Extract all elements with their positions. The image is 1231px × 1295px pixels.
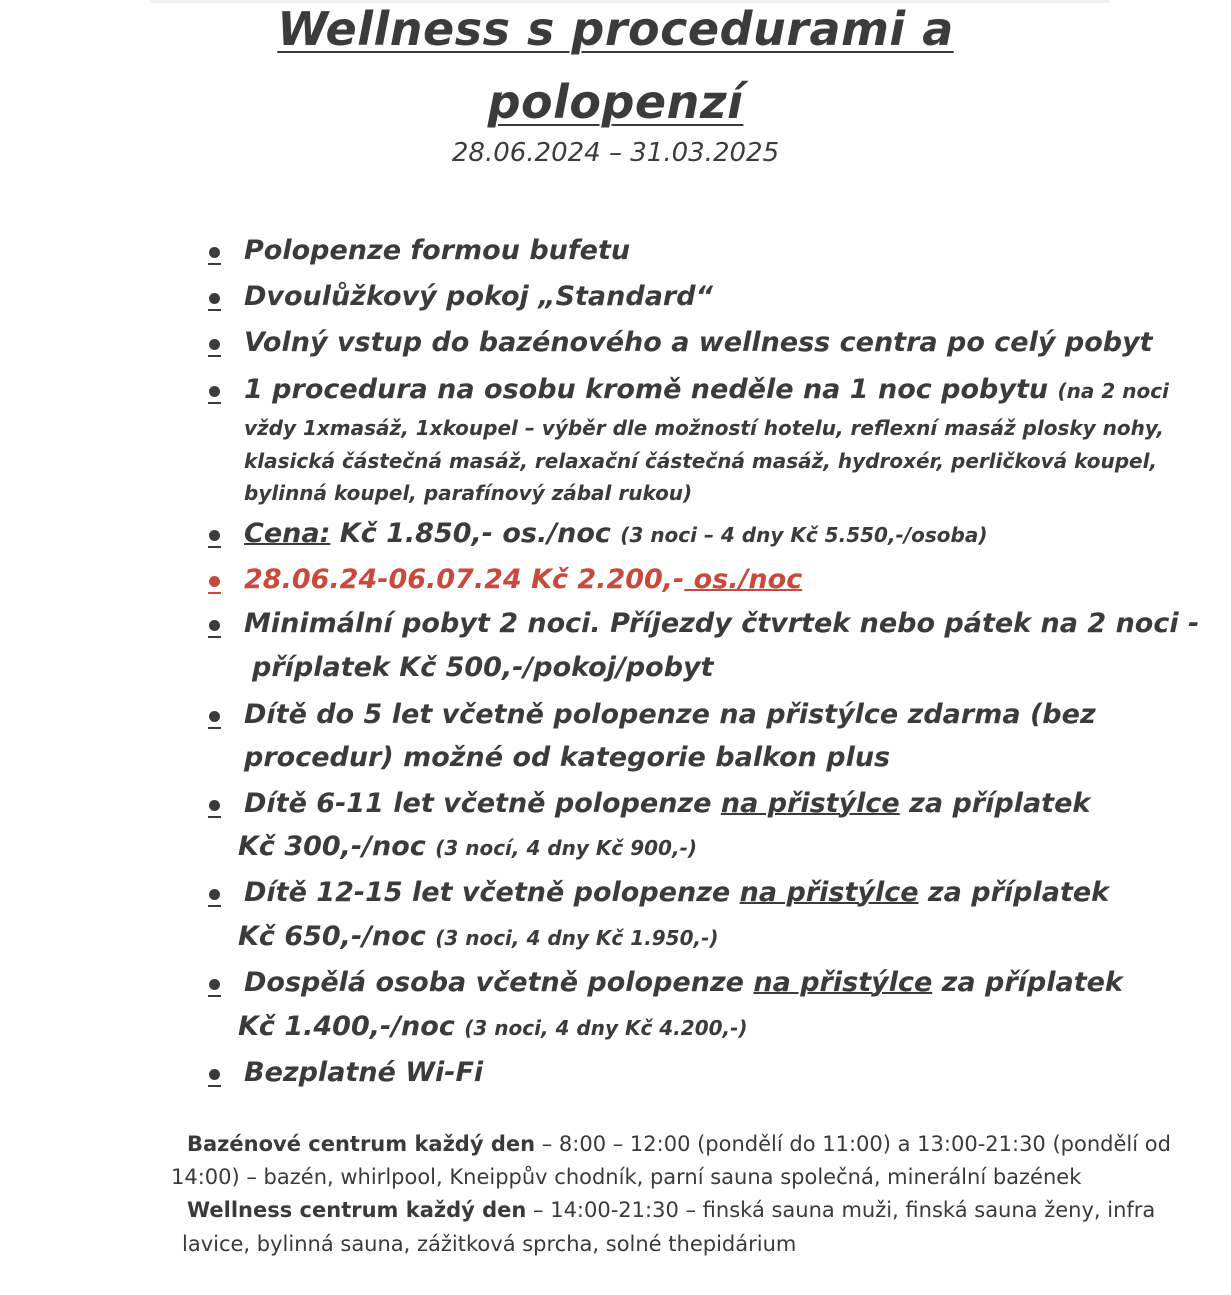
- item-child-12-15: [244, 877, 1109, 908]
- page-title: Wellness s procedurami a: [277, 2, 954, 56]
- bullet-icon: [209, 800, 220, 811]
- child-6-11-price: Kč 300,-/noc: [238, 831, 426, 862]
- procedure-note-line: bylinná koupel, parafínový zábal rukou): [244, 481, 693, 505]
- bullet-icon: [209, 576, 220, 587]
- item-child-under5: Dítě do 5 let včetně polopenze na přistýlce zdarma (bez: [244, 699, 1096, 730]
- wellness-label: Wellness centrum každý den: [187, 1198, 527, 1222]
- item-room: Dvoulůžkový pokoj „Standard“: [244, 281, 713, 312]
- item-procedure: [244, 374, 1169, 405]
- special-price-unit: os./noc: [684, 564, 803, 595]
- adult-pre: Dospělá osoba včetně polopenze: [244, 967, 754, 998]
- item-adult-extra-bed: [244, 967, 1123, 998]
- procedure-note-line: klasická částečná masáž, relaxační částečná masáž, hydroxér, perličková koupel,: [244, 449, 1158, 473]
- child-12-15-price: Kč 650,-/noc: [238, 921, 426, 952]
- special-price-text: 28.06.24-06.07.24 Kč 2.200,-: [244, 564, 685, 595]
- item-price: [244, 518, 987, 549]
- date-range: 28.06.2024 – 31.03.2025: [451, 138, 780, 168]
- adult-price-line: [238, 1011, 748, 1042]
- price-note: (3 noci – 4 dny Kč 5.550,-/osoba): [620, 523, 988, 547]
- adult-extra-bed: na přistýlce: [753, 967, 933, 998]
- item-procedure-note: (na 2 noci: [1057, 379, 1169, 403]
- bullet-icon: [209, 889, 220, 900]
- child-6-11-price-line: [238, 831, 697, 862]
- child-12-15-note: (3 noci, 4 dny Kč 1.950,-): [435, 926, 719, 950]
- child-6-11-extra-bed: na přistýlce: [720, 788, 900, 819]
- item-min-stay-line2: příplatek Kč 500,-/pokoj/pobyt: [252, 652, 714, 683]
- price-value: Kč 1.850,- os./noc: [339, 518, 611, 549]
- pool-hours-line2: 14:00) – bazén, whirlpool, Kneippův chodník, parní sauna společná, minerální bazének: [171, 1165, 1082, 1189]
- price-label: Cena:: [244, 518, 331, 549]
- pool-hours: [187, 1132, 1171, 1156]
- child-6-11-pre: Dítě 6-11 let včetně polopenze: [244, 788, 721, 819]
- bullet-icon: [209, 1069, 220, 1080]
- bullet-icon: [209, 530, 220, 541]
- bullet-icon: [209, 247, 220, 258]
- adult-price: Kč 1.400,-/noc: [238, 1011, 455, 1042]
- child-12-15-price-line: [238, 921, 719, 952]
- child-12-15-extra-bed: na přistýlce: [739, 877, 919, 908]
- page-title-line2: polopenzí: [487, 75, 744, 129]
- child-12-15-pre: Dítě 12-15 let včetně polopenze: [244, 877, 740, 908]
- item-child-6-11: [244, 788, 1090, 819]
- item-half-board: Polopenze formou bufetu: [244, 235, 631, 266]
- item-child-under5-line2: procedur) možné od kategorie balkon plus: [244, 742, 891, 773]
- bullet-icon: [209, 386, 220, 397]
- procedure-note-line: vždy 1xmasáž, 1xkoupel – výběr dle možností hotelu, reflexní masáž plosky nohy,: [244, 416, 1164, 440]
- item-free-entry: Volný vstup do bazénového a wellness centra po celý pobyt: [244, 327, 1153, 358]
- wellness-text: – 14:00-21:30 – finská sauna muži, finská sauna ženy, infra: [526, 1198, 1156, 1222]
- bullet-icon: [209, 979, 220, 990]
- bullet-icon: [209, 293, 220, 304]
- child-6-11-note: (3 nocí, 4 dny Kč 900,-): [435, 836, 698, 860]
- child-6-11-post: za příplatek: [899, 788, 1091, 819]
- item-wifi: Bezplatné Wi-Fi: [244, 1057, 484, 1088]
- item-min-stay: Minimální pobyt 2 noci. Příjezdy čtvrtek nebo pátek na 2 noci -: [244, 608, 1200, 639]
- bullet-icon: [209, 711, 220, 722]
- item-procedure-main: 1 procedura na osobu kromě neděle na 1 noc pobytu: [244, 374, 1049, 405]
- bullet-icon: [209, 620, 220, 631]
- pool-text: – 8:00 – 12:00 (pondělí do 11:00) a 13:00-21:30 (pondělí od: [535, 1132, 1171, 1156]
- adult-note: (3 noci, 4 dny Kč 4.200,-): [464, 1016, 748, 1040]
- adult-post: za příplatek: [932, 967, 1123, 998]
- child-12-15-post: za příplatek: [918, 877, 1110, 908]
- item-special-price: [244, 564, 802, 595]
- wellness-hours-line2: lavice, bylinná sauna, zážitková sprcha, solné thepidárium: [182, 1232, 797, 1256]
- wellness-hours: [187, 1198, 1155, 1222]
- pool-label: Bazénové centrum každý den: [187, 1132, 536, 1156]
- bullet-icon: [209, 339, 220, 350]
